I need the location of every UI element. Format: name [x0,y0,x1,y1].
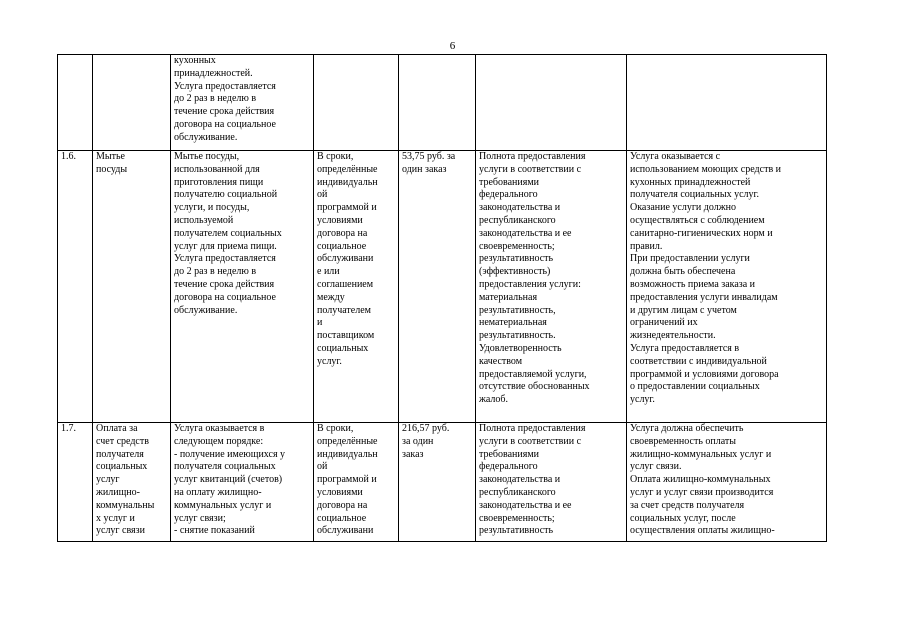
cell-description: Мытье посуды, использованной для приготовления пищи получателю социальной услуги, и посуды, используемой получателем социальных услуг для приема пищи. Услуга предоставляется до 2 раз в неделю в течение срока действия договора на социальное обслуживание. [171,151,314,423]
page-number: 6 [449,40,456,52]
cell-terms: В сроки, определённые индивидуальн ой программой и условиями договора на социальное обслуживани е или соглашением между получателем и поставщиком социальных услуг. [314,151,399,423]
cell-conditions: Услуга оказывается с использованием моющих средств и кухонных принадлежностей получателя социальных услуг. Оказание услуги должно осуществляться с соблюдением санитарно-гигиенических норм и правил. При предоставлении услуги должна быть обеспечена возможность приема заказа и предоставления услуги инвалидам и другим лицам с учетом ограничений их жизнедеятельности. Услуга предоставляется в соответствии с индивидуальной программой и условиями договора о предоставлении социальных услуг. [627,151,827,423]
cell-number: 1.6. [58,151,93,423]
cell-quality-indicators: Полнота предоставления услуги в соответствии с требованиями федерального законодательства и республиканского законодательства и ее своевременность; результативность (эффективность) предоставления услуги: материальная результативность, нематериальная результативность. Удовлетворенность качеством предоставляемой услуги, отсутствие обоснованных жалоб. [476,151,627,423]
cell-terms [314,55,399,151]
cell-service-name [93,55,171,151]
cell-service-name: Оплата за счет средств получателя социальных услуг жилищно- коммунальны х услуг и услуг связи [93,423,171,542]
cell-number [58,55,93,151]
cell-conditions [627,55,827,151]
cell-service-name: Мытье посуды [93,151,171,423]
cell-description: Услуга оказывается в следующем порядке: - получение имеющихся у получателя социальных услуг квитанций (счетов) на оплату жилищно- коммунальных услуг и услуг связи; - снятие показаний [171,423,314,542]
table-row [58,151,827,423]
cell-quality-indicators: Полнота предоставления услуги в соответствии с требованиями федерального законодательства и республиканского законодательства и ее своевременность; результативность [476,423,627,542]
cell-price [399,55,476,151]
services-table [57,54,827,542]
table-row [58,55,827,151]
cell-price: 53,75 руб. за один заказ [399,151,476,423]
cell-price: 216,57 руб. за один заказ [399,423,476,542]
cell-conditions: Услуга должна обеспечить своевременность оплаты жилищно-коммунальных услуг и услуг связи. Оплата жилищно-коммунальных услуг и услуг связи производится за счет средств получателя социальных услуг, после осуществления оплаты жилищно- [627,423,827,542]
cell-description: кухонных принадлежностей. Услуга предоставляется до 2 раз в неделю в течение срока действия договора на социальное обслуживание. [171,55,314,151]
cell-quality-indicators [476,55,627,151]
cell-number: 1.7. [58,423,93,542]
table-row [58,423,827,542]
cell-terms: В сроки, определённые индивидуальн ой программой и условиями договора на социальное обслуживани [314,423,399,542]
